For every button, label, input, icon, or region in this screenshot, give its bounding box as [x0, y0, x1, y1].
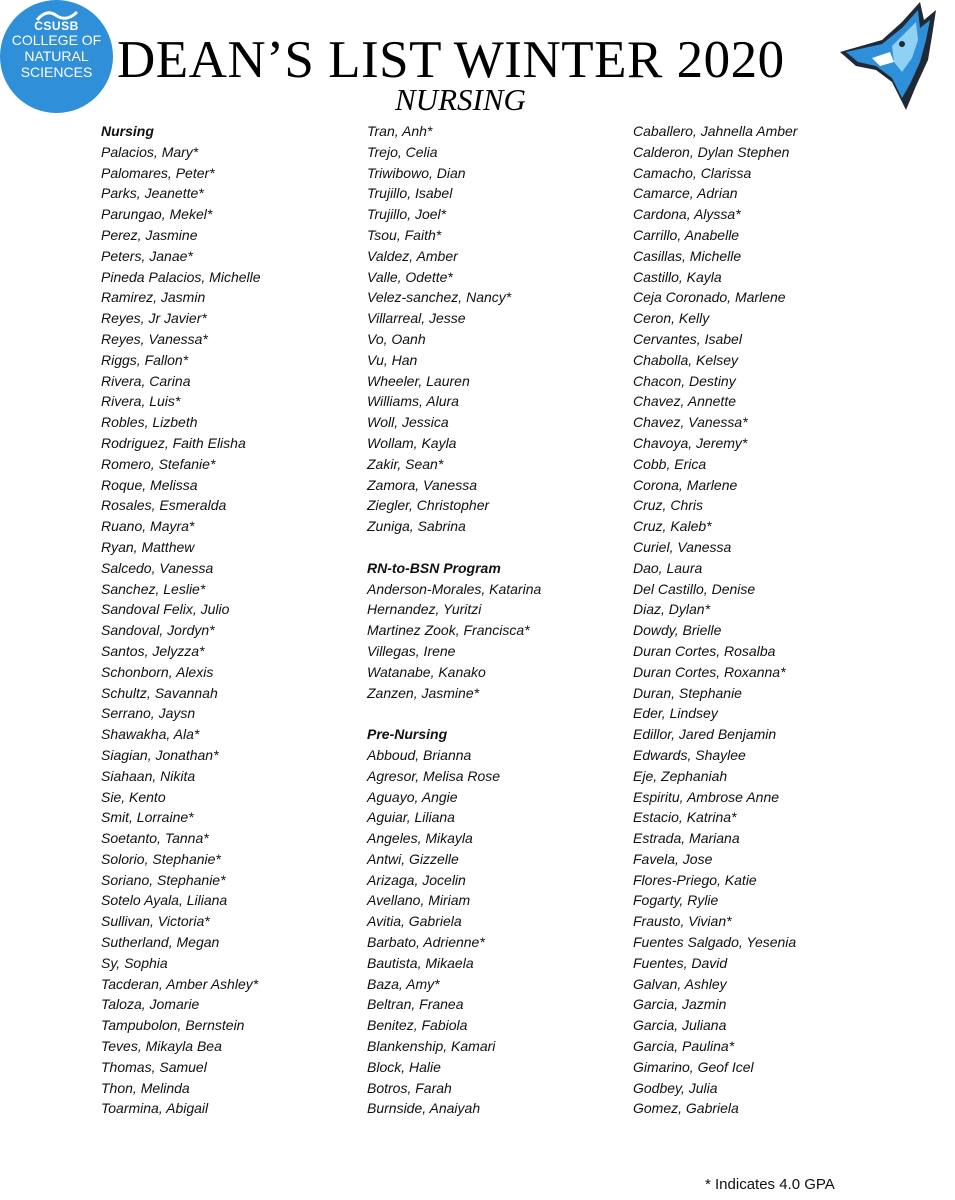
student-name: Duran Cortes, Roxanna* — [633, 663, 786, 680]
student-name: Peters, Janae* — [101, 247, 193, 264]
section-heading: Nursing — [101, 123, 154, 139]
student-name: Frausto, Vivian* — [633, 913, 732, 930]
student-name: Trujillo, Joel* — [367, 206, 447, 223]
student-name: Godbey, Julia — [633, 1079, 718, 1096]
student-name: Gimarino, Geof Icel — [633, 1058, 754, 1075]
student-name: Del Castillo, Denise — [633, 580, 756, 597]
student-name: Siagian, Jonathan* — [101, 746, 219, 763]
student-name: Avellano, Miriam — [367, 892, 471, 909]
student-name: Cruz, Chris — [633, 497, 704, 514]
student-name: Sanchez, Leslie* — [101, 580, 206, 597]
student-name: Chavoya, Jeremy* — [633, 434, 748, 451]
student-name: Aguiar, Liliana — [367, 809, 455, 826]
student-name: Chavez, Vanessa* — [633, 414, 748, 431]
names-column-2 — [367, 121, 627, 1119]
student-name: Garcia, Paulina* — [633, 1038, 735, 1055]
student-name: Chacon, Destiny — [633, 372, 736, 389]
student-name: Parks, Jeanette* — [101, 185, 204, 202]
student-name: Sie, Kento — [101, 788, 166, 805]
student-name: Trejo, Celia — [367, 143, 438, 160]
student-name: Palomares, Peter* — [101, 164, 215, 181]
student-name: Duran, Stephanie — [633, 684, 742, 701]
student-name: Reyes, Jr Javier* — [101, 310, 207, 327]
student-name: Barbato, Adrienne* — [367, 934, 485, 951]
student-name: Camarce, Adrian — [633, 185, 738, 202]
student-name: Castillo, Kayla — [633, 268, 722, 285]
student-name: Rivera, Carina — [101, 372, 191, 389]
spacer — [367, 703, 627, 724]
student-name: Watanabe, Kanako — [367, 663, 486, 680]
student-name: Dowdy, Brielle — [633, 622, 722, 639]
student-name: Santos, Jelyzza* — [101, 642, 205, 659]
student-name: Edillor, Jared Benjamin — [633, 726, 777, 743]
student-name: Angeles, Mikayla — [367, 830, 473, 847]
student-name: Valle, Odette* — [367, 268, 453, 285]
student-name: Chabolla, Kelsey — [633, 351, 739, 368]
student-name: Rivera, Luis* — [101, 393, 181, 410]
student-name: Blankenship, Kamari — [367, 1038, 496, 1055]
student-name: Reyes, Vanessa* — [101, 330, 208, 347]
student-name: Solorio, Stephanie* — [101, 850, 221, 867]
student-name: Tran, Anh* — [367, 123, 433, 139]
student-name: Soetanto, Tanna* — [101, 830, 209, 847]
student-name: Edwards, Shaylee — [633, 746, 746, 763]
logo-line-3: NATURAL — [24, 48, 89, 64]
student-name: Ceja Coronado, Marlene — [633, 289, 786, 306]
spacer — [367, 537, 627, 558]
student-name: Agresor, Melisa Rose — [367, 767, 501, 784]
student-name: Block, Halie — [367, 1058, 441, 1075]
student-name: Calderon, Dylan Stephen — [633, 143, 790, 160]
student-name: Thon, Melinda — [101, 1079, 190, 1096]
student-name: Duran Cortes, Rosalba — [633, 642, 776, 659]
student-name: Fuentes, David — [633, 954, 728, 971]
student-name: Flores-Priego, Katie — [633, 871, 757, 888]
names-column-1 — [101, 121, 361, 1119]
student-name: Ramirez, Jasmin — [101, 289, 206, 306]
student-name: Teves, Mikayla Bea — [101, 1038, 222, 1055]
student-name: Palacios, Mary* — [101, 143, 199, 160]
student-name: Antwi, Gizzelle — [367, 850, 459, 867]
student-name: Benitez, Fabiola — [367, 1017, 468, 1034]
student-name: Baza, Amy* — [367, 975, 440, 992]
student-name: Perez, Jasmine — [101, 226, 198, 243]
student-name: Anderson-Morales, Katarina — [367, 580, 542, 597]
student-name: Rodriguez, Faith Elisha — [101, 434, 246, 451]
student-name: Smit, Lorraine* — [101, 809, 194, 826]
gpa-footnote: * Indicates 4.0 GPA — [705, 1176, 835, 1193]
student-name: Zanzen, Jasmine* — [367, 684, 480, 701]
student-name: Chavez, Annette — [633, 393, 736, 410]
student-name: Arizaga, Jocelin — [367, 871, 466, 888]
student-name: Shawakha, Ala* — [101, 726, 200, 743]
student-name: Espiritu, Ambrose Anne — [633, 788, 780, 805]
student-name: Vu, Han — [367, 351, 418, 368]
student-name: Parungao, Mekel* — [101, 206, 213, 223]
student-name: Favela, Jose — [633, 850, 713, 867]
student-name: Carrillo, Anabelle — [633, 226, 740, 243]
student-name: Soriano, Stephanie* — [101, 871, 226, 888]
student-name: Romero, Stefanie* — [101, 455, 216, 472]
student-name: Cobb, Erica — [633, 455, 707, 472]
student-name: Villegas, Irene — [367, 642, 456, 659]
student-name: Villarreal, Jesse — [367, 310, 466, 327]
student-name: Zamora, Vanessa — [367, 476, 477, 493]
student-name: Caballero, Jahnella Amber — [633, 123, 798, 139]
student-name: Diaz, Dylan* — [633, 601, 711, 618]
student-name: Fuentes Salgado, Yesenia — [633, 934, 797, 951]
student-name: Tacderan, Amber Ashley* — [101, 975, 259, 992]
student-name: Vo, Oanh — [367, 330, 426, 347]
student-name: Velez-sanchez, Nancy* — [367, 289, 512, 306]
student-name: Eje, Zephaniah — [633, 767, 728, 784]
student-name: Zuniga, Sabrina — [367, 518, 466, 535]
student-name: Botros, Farah — [367, 1079, 452, 1096]
student-name: Toarmina, Abigail — [101, 1100, 209, 1117]
student-name: Sy, Sophia — [101, 954, 168, 971]
student-name: Robles, Lizbeth — [101, 414, 198, 431]
student-name: Ryan, Matthew — [101, 538, 195, 555]
student-name: Taloza, Jomarie — [101, 996, 200, 1013]
student-name: Burnside, Anaiyah — [367, 1100, 481, 1117]
student-name: Wollam, Kayla — [367, 434, 457, 451]
student-name: Trujillo, Isabel — [367, 185, 453, 202]
student-name: Thomas, Samuel — [101, 1058, 207, 1075]
student-name: Ruano, Mayra* — [101, 518, 195, 535]
student-name: Woll, Jessica — [367, 414, 449, 431]
student-name: Pineda Palacios, Michelle — [101, 268, 261, 285]
student-name: Ceron, Kelly — [633, 310, 710, 327]
student-name: Triwibowo, Dian — [367, 164, 466, 181]
student-name: Camacho, Clarissa — [633, 164, 752, 181]
student-name: Estacio, Katrina* — [633, 809, 737, 826]
names-column-3 — [633, 121, 893, 1119]
student-name: Williams, Alura — [367, 393, 459, 410]
student-name: Dao, Laura — [633, 559, 703, 576]
logo-line-4: SCIENCES — [20, 64, 93, 80]
student-name: Sutherland, Megan — [101, 934, 220, 951]
student-name: Avitia, Gabriela — [367, 913, 462, 930]
student-name: Roque, Melissa — [101, 476, 198, 493]
student-name: Siahaan, Nikita — [101, 767, 196, 784]
section-heading: Pre-Nursing — [367, 726, 448, 743]
student-name: Martinez Zook, Francisca* — [367, 622, 530, 639]
student-name: Sullivan, Victoria* — [101, 913, 210, 930]
student-name: Ziegler, Christopher — [367, 497, 490, 514]
student-name: Riggs, Fallon* — [101, 351, 189, 368]
student-name: Tsou, Faith* — [367, 226, 442, 243]
student-name: Abboud, Brianna — [367, 746, 472, 763]
section-heading: RN-to-BSN Program — [367, 559, 501, 576]
student-name: Schultz, Savannah — [101, 684, 218, 701]
student-name: Cardona, Alyssa* — [633, 206, 741, 223]
student-name: Salcedo, Vanessa — [101, 559, 214, 576]
student-name: Curiel, Vanessa — [633, 538, 732, 555]
logo-line-1: CSUSB — [34, 19, 79, 33]
student-name: Valdez, Amber — [367, 247, 458, 264]
student-name: Cruz, Kaleb* — [633, 518, 712, 535]
student-name: Tampubolon, Bernstein — [101, 1017, 245, 1034]
student-name: Rosales, Esmeralda — [101, 497, 227, 514]
student-name: Zakir, Sean* — [367, 455, 444, 472]
student-name: Estrada, Mariana — [633, 830, 740, 847]
student-name: Sandoval, Jordyn* — [101, 622, 215, 639]
college-logo — [0, 0, 113, 113]
student-name: Fogarty, Rylie — [633, 892, 719, 909]
student-name: Casillas, Michelle — [633, 247, 742, 264]
student-name: Cervantes, Isabel — [633, 330, 742, 347]
page-subtitle: NURSING — [395, 82, 526, 117]
student-name: Sandoval Felix, Julio — [101, 601, 230, 618]
student-name: Aguayo, Angie — [367, 788, 458, 805]
student-name: Garcia, Juliana — [633, 1017, 727, 1034]
student-name: Beltran, Franea — [367, 996, 464, 1013]
student-name: Wheeler, Lauren — [367, 372, 470, 389]
student-name: Garcia, Jazmin — [633, 996, 727, 1013]
student-name: Schonborn, Alexis — [101, 663, 214, 680]
student-name: Eder, Lindsey — [633, 705, 718, 722]
page-title: DEAN’S LIST WINTER 2020 — [117, 31, 785, 89]
student-name: Hernandez, Yuritzi — [367, 601, 482, 618]
student-name: Sotelo Ayala, Liliana — [101, 892, 228, 909]
student-name: Serrano, Jaysn — [101, 705, 196, 722]
student-name: Gomez, Gabriela — [633, 1100, 739, 1117]
student-name: Galvan, Ashley — [633, 975, 727, 992]
logo-line-2: COLLEGE OF — [11, 32, 102, 48]
student-name: Corona, Marlene — [633, 476, 738, 493]
student-name: Bautista, Mikaela — [367, 954, 474, 971]
coyote-mascot-icon — [832, 0, 942, 112]
